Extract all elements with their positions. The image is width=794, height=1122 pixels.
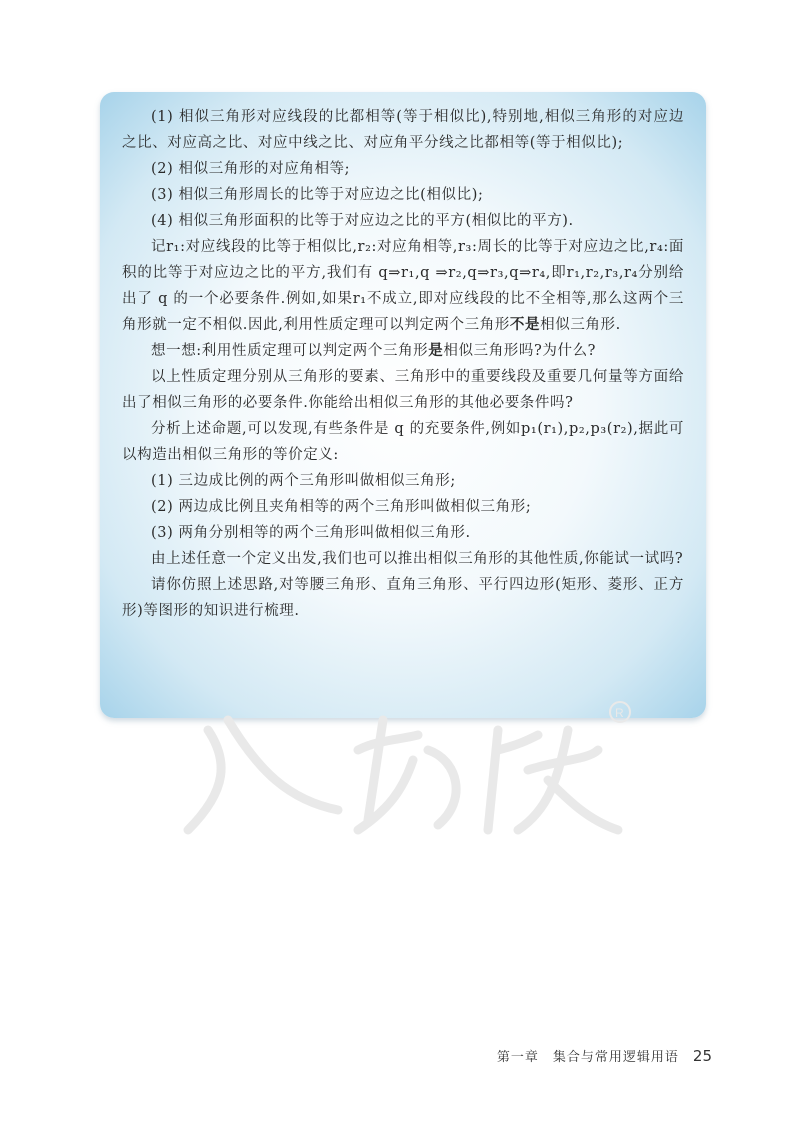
emphasis-not-is: 不是 xyxy=(509,317,541,333)
content-panel xyxy=(100,92,706,718)
paragraph-try: 由上述任意一个定义出发,我们也可以推出相似三角形的其他性质,你能试一试吗? xyxy=(151,551,684,567)
paragraph-definition-2: (2) 两边成比例且夹角相等的两个三角形叫做相似三角形; xyxy=(151,499,532,515)
page-number: 25 xyxy=(692,1047,712,1065)
paragraph-analysis: 分析上述命题,可以发现,有些条件是 q 的充要条件,例如p₁(r₁),p₂,p₃(r₂),据此可以构造出相似三角形的等价定义: xyxy=(122,421,684,463)
paragraph-definition-1: (1) 三边成比例的两个三角形叫做相似三角形; xyxy=(151,473,456,489)
paragraph-think-text: 想一想:利用性质定理可以判定两个三角形 xyxy=(151,343,429,359)
paragraph-property-1: (1) 相似三角形对应线段的比都相等(等于相似比),特别地,相似三角形的对应边之比、对应高之比、对应中线之比、对应角平分线之比都相等(等于相似比); xyxy=(122,109,684,151)
paragraph-necessary-conditions xyxy=(122,234,684,338)
paragraph-necessary-tail: 相似三角形. xyxy=(540,317,621,333)
emphasis-is: 是 xyxy=(428,343,444,359)
paragraph-necessary-text: 记r₁:对应线段的比等于相似比,r₂:对应角相等,r₃:周长的比等于对应边之比,r₄:面积的比等于对应边之比的平方,我们有 q⇒r₁,q ⇒r₂,q⇒r₃,q⇒r₄,即r₁,r₂,r₃,r₄分别给出了 q 的一个必要条件.例如,如果r₁不成立,即对应线段的比不全相等,那么这两个三角形就一定不相似.因此,利用性质定理可以判定两个三角形 xyxy=(122,239,684,333)
paragraph-think-tail: 相似三角形吗?为什么? xyxy=(443,343,597,359)
paragraph-property-2: (2) 相似三角形的对应角相等; xyxy=(151,161,351,177)
paragraph-definition-3: (3) 两角分别相等的两个三角形叫做相似三角形. xyxy=(151,525,471,541)
paragraph-exercise: 请你仿照上述思路,对等腰三角形、直角三角形、平行四边形(矩形、菱形、正方形)等图形的知识进行梳理. xyxy=(122,577,684,619)
paragraph-summary: 以上性质定理分别从三角形的要素、三角形中的重要线段及重要几何量等方面给出了相似三角形的必要条件.你能给出相似三角形的其他必要条件吗? xyxy=(122,369,684,411)
paragraph-property-3: (3) 相似三角形周长的比等于对应边之比(相似比); xyxy=(151,187,484,203)
page-footer xyxy=(497,1046,712,1065)
paragraph-property-4: (4) 相似三角形面积的比等于对应边之比的平方(相似比的平方). xyxy=(151,213,574,229)
chapter-title: 第一章 集合与常用逻辑用语 xyxy=(496,1050,679,1065)
svg-text:R: R xyxy=(615,706,624,720)
paragraph-think xyxy=(122,338,684,364)
